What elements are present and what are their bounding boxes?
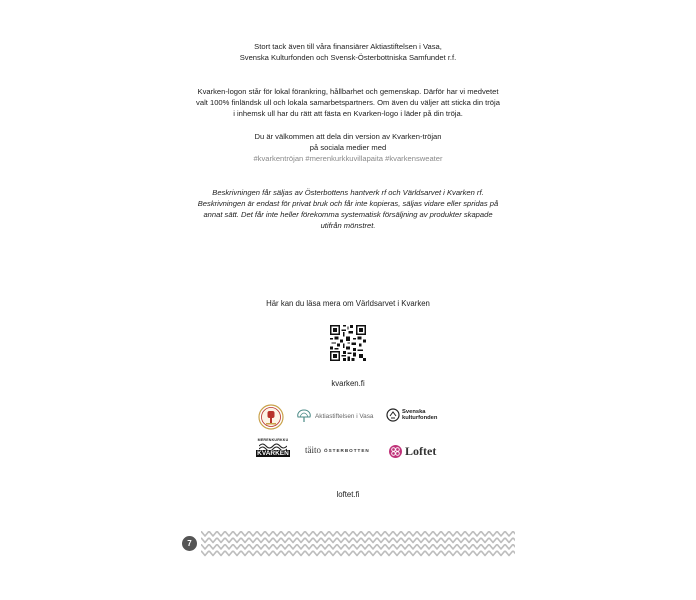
disclaimer-line-1: Beskrivningen får säljas av Österbottens hantverk rf och Världsarvet i Kvarken rf. bbox=[212, 188, 484, 197]
aktia-logo bbox=[296, 409, 374, 423]
logo-info-paragraph bbox=[0, 86, 696, 119]
kvarken-url[interactable]: kvarken.fi bbox=[331, 379, 365, 388]
logo-info-line-1: Kvarken-logon står för lokal förankring, hållbarhet och gemenskap. Därför har vi medvetet bbox=[197, 87, 499, 96]
loftet-text: Loftet bbox=[405, 444, 437, 458]
kvarken-text: KVARKEN bbox=[257, 450, 289, 457]
thanks-line-2: Svenska Kulturfonden och Svensk-Österbottniska Samfundet r.f. bbox=[239, 53, 457, 62]
read-more-text: Här kan du läsa mera om Världsarvet i Kvarken bbox=[266, 299, 430, 308]
disclaimer-line-4: utifrån mönstret. bbox=[320, 221, 376, 230]
merenkurkku-kvarken-logo bbox=[258, 438, 288, 457]
taito-text: täito bbox=[305, 445, 321, 455]
svenska-kulturfonden-logo bbox=[386, 408, 437, 422]
waves-icon bbox=[259, 442, 287, 450]
qr-code[interactable] bbox=[330, 325, 366, 361]
disclaimer-paragraph bbox=[0, 187, 696, 231]
disclaimer-line-2: Beskrivningen är endast för privat bruk och får inte kopieras, säljas vidare eller spridas på bbox=[197, 199, 499, 208]
share-paragraph bbox=[0, 131, 696, 164]
taito-logo bbox=[305, 445, 370, 455]
logo-info-line-3: i inhemsk ull har du rätt att fästa en Kvarken-logo i läder på din tröja. bbox=[233, 109, 463, 118]
kulturfonden-icon bbox=[386, 408, 400, 422]
hashtags: #kvarkentröjan #merenkurkkuvillapaita #kvarkensweater bbox=[253, 154, 443, 163]
share-line-2: på sociala medier med bbox=[309, 143, 387, 152]
svenska-line: Svenska bbox=[402, 408, 426, 415]
emblem-icon bbox=[258, 404, 284, 430]
taito-region-text: ÖSTERBOTTEN bbox=[324, 447, 370, 453]
thanks-line-1: Stort tack även till våra finansiärer Aktiastiftelsen i Vasa, bbox=[254, 42, 442, 51]
aktia-logo-text: Aktiastiftelsen i Vasa bbox=[315, 412, 374, 420]
loftet-url[interactable]: loftet.fi bbox=[336, 490, 360, 499]
disclaimer-line-3: annat sätt. Det får inte heller förekomma systematisk försäljning av produkter skapade bbox=[203, 210, 493, 219]
page-number-badge: 7 bbox=[182, 536, 197, 551]
tree-icon bbox=[296, 409, 312, 423]
thanks-paragraph bbox=[0, 41, 696, 63]
samfundet-logo bbox=[258, 404, 284, 430]
loftet-logo bbox=[388, 444, 436, 459]
share-line-1: Du är välkommen att dela din version av Kvarken-tröjan bbox=[254, 132, 442, 141]
logo-info-line-2: valt 100% finländsk ull och lokala samarbetspartners. Om även du väljer att sticka din tröja bbox=[196, 98, 500, 107]
kulturfonden-line: kulturfonden bbox=[402, 415, 438, 421]
merenkurkku-text: MERENKURKKU bbox=[257, 438, 289, 442]
knit-pattern-border bbox=[201, 531, 515, 557]
knot-icon bbox=[388, 444, 403, 459]
svenska-kulturfonden-text bbox=[402, 409, 437, 422]
